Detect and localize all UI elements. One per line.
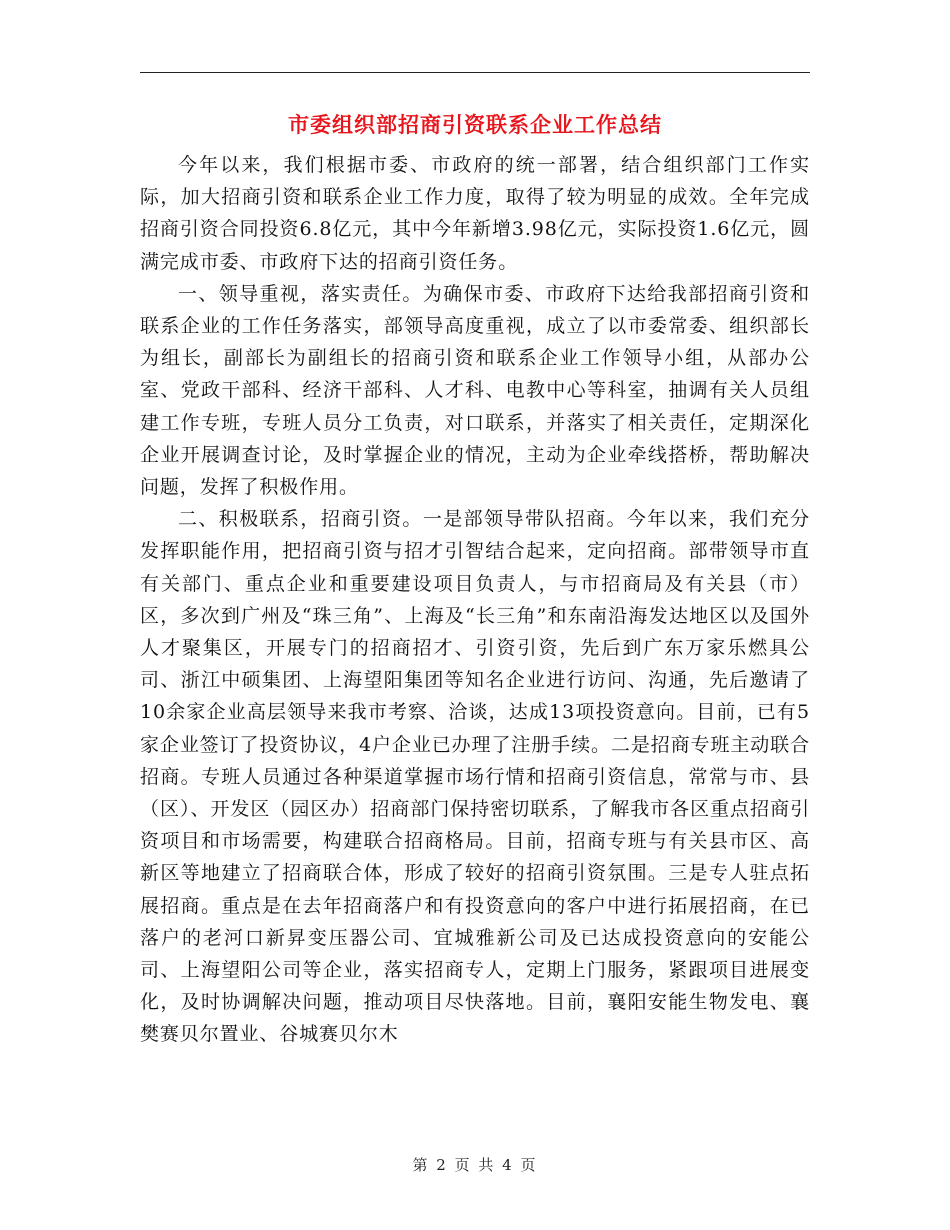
paragraph-intro: 今年以来，我们根据市委、市政府的统一部署，结合组织部门工作实际，加大招商引资和联系企业工作力度，取得了较为明显的成效。全年完成招商引资合同投资6.8亿元，其中今年新增3.98亿元，实际投资1.6亿元，圆满完成市委、市政府下达的招商引资任务。	[140, 154, 810, 273]
page-footer	[140, 1154, 810, 1175]
paragraph-section-2: 二、积极联系，招商引资。一是部领导带队招商。今年以来，我们充分发挥职能作用，把招商引资与招才引智结合起来，定向招商。部带领导市直有关部门、重点企业和重要建设项目负责人，与市招商局及有关县（市）区，多次到广州及“珠三角”、上海及“长三角”和东南沿海发达地区以及国外人才聚集区，开展专门的招商招才、引资引资，先后到广东万家乐燃具公司、浙江中硕集团、上海望阳集团等知名企业进行访问、沟通，先后邀请了10余家企业高层领导来我市考察、洽谈，达成13项投资意向。目前，已有5家企业签订了投资协议，4户企业已办理了注册手续。二是招商专班主动联合招商。专班人员通过各种渠道掌握市场行情和招商引资信息，常常与市、县（区）、开发区（园区办）招商部门保持密切联系，了解我市各区重点招商引资项目和市场需要，构建联合招商格局。目前，招商专班与有关县市区、高新区等地建立了招商联合体，形成了较好的招商引资氛围。三是专人驻点拓展招商。重点是在去年招商落户和有投资意向的客户中进行拓展招商，在已落户的老河口新昇变压器公司、宜城雅新公司及已达成投资意向的安能公司、上海望阳公司等企业，落实招商专人，定期上门服务，紧跟项目进展变化，及时协调解决问题，推动项目尽快落地。目前，襄阳安能生物发电、襄樊赛贝尔置业、谷城赛贝尔木	[140, 508, 810, 1046]
document-body	[140, 149, 810, 1051]
document-title: 市委组织部招商引资联系企业工作总结	[288, 112, 662, 137]
paragraph-section-1: 一、领导重视，落实责任。为确保市委、市政府下达给我部招商引资和联系企业的工作任务落实，部领导高度重视，成立了以市委常委、组织部长为组长，副部长为副组长的招商引资和联系企业工作领导小组，从部办公室、党政干部科、经济干部科、人才科、电教中心等科室，抽调有关人员组建工作专班，专班人员分工负责，对口联系，并落实了相关责任，定期深化企业开展调查讨论，及时掌握企业的情况，主动为企业牵线搭桥，帮助解决问题，发挥了积极作用。	[140, 282, 810, 499]
header-rule	[140, 72, 810, 73]
page-number-label: 第 2 页 共 4 页	[412, 1156, 538, 1174]
